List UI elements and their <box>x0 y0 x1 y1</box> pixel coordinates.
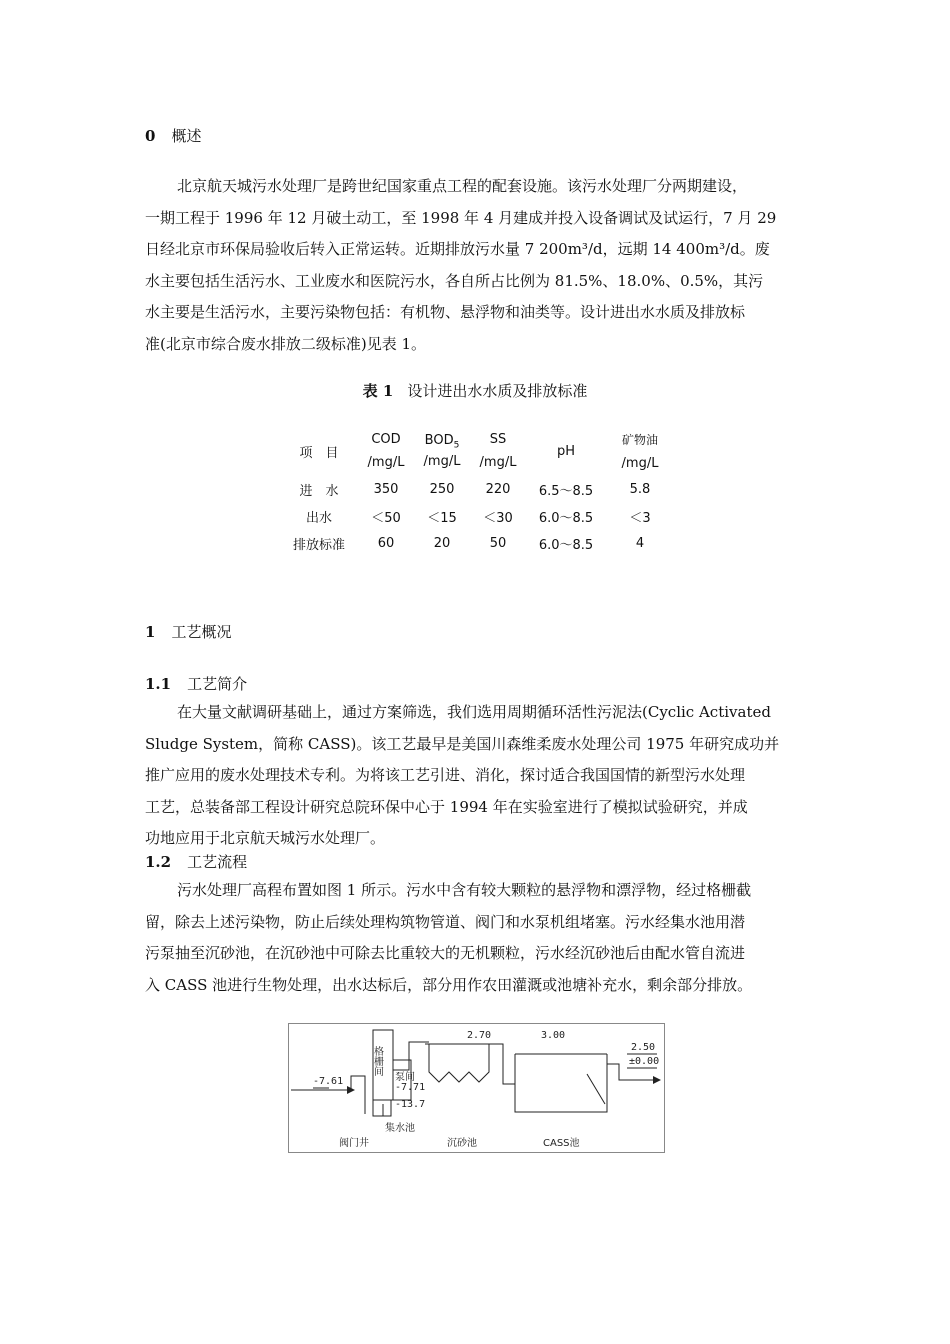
text-line: 工艺，总装备部工程设计研究总院环保中心于 1994 年在实验室进行了模拟试验研究，并成 <box>145 797 748 816</box>
header-unit: /mg/L <box>423 454 461 470</box>
cell: ＜15 <box>427 511 457 526</box>
cell: ＜3 <box>629 511 651 526</box>
text-line: 污水处理厂高程布置如图 1 所示。污水中含有较大颗粒的悬浮物和漂浮物，经过格栅截 <box>177 881 752 899</box>
header-name: 矿物油 <box>621 433 658 447</box>
paragraph-process-flow <box>145 875 807 1001</box>
elev-sump1: -7.71 <box>395 1082 426 1093</box>
text-line: Sludge System，简称 CASS)。该工艺最早是美国川森维柔废水处理公司 1975 年研究成功并 <box>145 734 780 753</box>
outflow-arrow <box>653 1076 661 1084</box>
valve-well <box>351 1076 365 1114</box>
text-line: 功地应用于北京航天城污水处理厂。 <box>145 829 386 847</box>
table-caption <box>0 380 950 401</box>
table-row <box>280 503 674 530</box>
header-item: 项 目 <box>299 445 339 461</box>
text-line: 准(北京市综合废水排放二级标准)见表 1。 <box>145 334 427 353</box>
section-1-heading <box>145 621 231 642</box>
header-name: COD <box>371 432 401 447</box>
paragraph-overview <box>145 171 807 360</box>
section-0-heading <box>145 125 201 146</box>
header-name <box>414 433 470 451</box>
header-unit: /mg/L <box>621 456 659 471</box>
header-unit: /mg/L <box>479 455 517 470</box>
text-line: 一期工程于 1996 年 12 月破土动工，至 1998 年 4 月建成并投入设备调试及试运行，7 月 29 <box>145 208 777 227</box>
label-grille-room: 格栅间 <box>371 1046 383 1076</box>
label-grit-chamber: 沉砂池 <box>447 1138 477 1149</box>
text-line: 推广应用的废水处理技术专利。为将该工艺引进、消化，探讨适合我国国情的新型污水处理 <box>145 766 746 784</box>
section-1-2-heading <box>145 851 247 872</box>
cell: 50 <box>489 536 507 551</box>
section-number: 0 <box>145 127 156 145</box>
water-quality-table <box>280 426 674 557</box>
section-title: 工艺流程 <box>187 853 248 871</box>
table-title: 设计进出水水质及排放标准 <box>407 382 588 400</box>
section-title: 工艺概况 <box>171 623 232 641</box>
elev-sump2: -13.7 <box>395 1099 426 1110</box>
header-name-text: BOD <box>424 432 454 448</box>
text-line: 水主要是生活污水，主要污染物包括：有机物、悬浮物和油类等。设计进出水水质及排放标 <box>145 303 746 321</box>
cell: 4 <box>635 536 645 551</box>
cell: 250 <box>429 482 455 497</box>
cell: 350 <box>373 482 399 497</box>
row-label: 出水 <box>305 511 332 526</box>
sump <box>373 1100 391 1116</box>
label-pump-room: 泵间 <box>395 1072 415 1083</box>
text-line: 日经北京市环保局验收后转入正常运转。近期排放污水量 7 200m³/d，远期 14 400m³/d。废 <box>145 240 770 258</box>
text-line: 北京航天城污水处理厂是跨世纪国家重点工程的配套设施。该污水处理厂分两期建设， <box>177 177 748 195</box>
section-number: 1 <box>145 623 156 641</box>
section-number: 1.1 <box>145 675 172 693</box>
table-header-row <box>280 426 674 476</box>
paragraph-process-intro <box>145 697 807 855</box>
text-line: 留，除去上述污染物，防止后续处理构筑物管道、阀门和水泵机组堵塞。污水经集水池用潜 <box>145 912 746 931</box>
decanter <box>587 1074 605 1104</box>
text-line: 水主要包括生活污水、工业废水和医院污水，各自所占比例为 81.5%、18.0%、0.5%，其污 <box>145 271 764 290</box>
elev-cass: 3.00 <box>541 1030 566 1041</box>
cell: 220 <box>485 482 511 497</box>
cell: ＜50 <box>371 511 401 526</box>
cell: 6.0～8.5 <box>538 538 594 553</box>
elevation-figure <box>288 1023 665 1153</box>
header-ss <box>470 426 526 476</box>
label-cass-tank: CASS池 <box>543 1138 580 1149</box>
header-unit: /mg/L <box>367 455 405 470</box>
grit-chamber <box>429 1044 489 1082</box>
table-label: 表 1 <box>362 382 394 400</box>
cell: 6.5～8.5 <box>538 484 594 499</box>
header-oil <box>606 426 674 476</box>
cell: 20 <box>433 536 451 551</box>
section-title: 工艺简介 <box>187 675 248 693</box>
row-label: 进 水 <box>299 484 339 499</box>
elev-out2: ±0.00 <box>629 1056 660 1067</box>
text-line: 污泵抽至沉砂池，在沉砂池中可除去比重较大的无机颗粒，污水经沉砂池后由配水管自流进 <box>145 944 746 962</box>
header-cod <box>358 426 414 476</box>
cell: 60 <box>377 536 395 551</box>
elev-grit: 2.70 <box>467 1030 492 1041</box>
section-number: 1.2 <box>145 853 172 871</box>
label-sump: 集水池 <box>385 1123 415 1134</box>
header-bod <box>414 426 470 476</box>
header-subscript: 5 <box>453 440 460 451</box>
header-ph: pH <box>556 443 576 459</box>
label-valve-well: 阀门井 <box>339 1138 369 1149</box>
cell: 5.8 <box>629 482 651 497</box>
cell: 6.0～8.5 <box>538 511 594 526</box>
section-1-1-heading <box>145 673 247 694</box>
row-label: 排放标准 <box>292 538 345 553</box>
distribution-pipe <box>495 1044 515 1084</box>
table-row <box>280 530 674 557</box>
text-line: 在大量文献调研基础上，通过方案筛选，我们选用周期循环活性污泥法(Cyclic Activated <box>177 703 771 721</box>
header-name: SS <box>489 432 507 447</box>
cass-tank <box>515 1054 607 1112</box>
table-row <box>280 476 674 503</box>
elev-out1: 2.50 <box>631 1042 656 1053</box>
cell: ＜30 <box>483 511 513 526</box>
elevation-diagram <box>289 1024 664 1152</box>
text-line: 入 CASS 池进行生物处理，出水达标后，部分用作农田灌溉或池塘补充水，剩余部分排放。 <box>145 975 753 994</box>
section-title: 概述 <box>171 127 202 145</box>
elev-inlet: -7.61 <box>313 1076 344 1087</box>
